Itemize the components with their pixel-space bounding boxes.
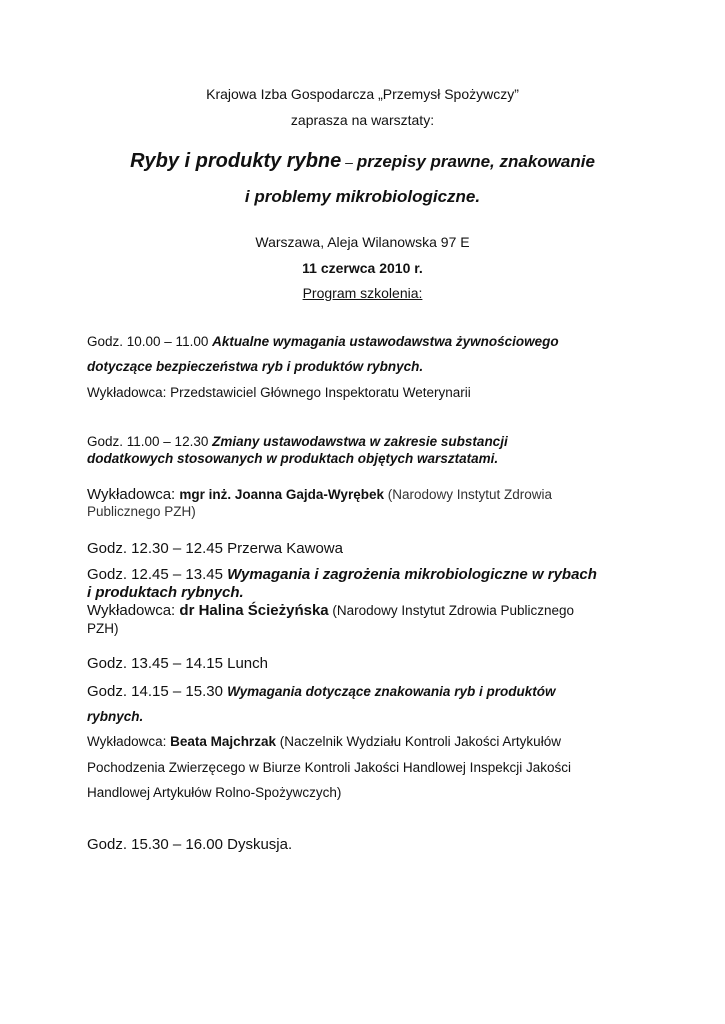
coffee-break: Godz. 12.30 – 12.45 Przerwa Kawowa [87,540,343,557]
session-3-time: Godz. 12.45 – 13.45 [87,566,228,583]
session-2-line1 [87,434,508,449]
title-part2: przepisy prawne, znakowanie [356,152,595,171]
workshop-title [0,150,725,173]
session-4-speaker-line2: Pochodzenia Zwierzęcego w Biurze Kontroli Jakości Handlowej Inspekcji Jakości [87,760,571,775]
session-3-title: Wymagania i zagrożenia mikrobiologiczne w rybach [227,566,597,583]
title-part1: Ryby i produkty rybne [130,150,342,172]
speaker-description: (Narodowy Instytut Zdrowia Publicznego [328,603,575,618]
discussion: Godz. 15.30 – 16.00 Dyskusja. [87,836,293,853]
session-1-title: Aktualne wymagania ustawodawstwa żywnościowego [212,334,559,349]
session-1-line1 [87,334,559,349]
event-date: 11 czerwca 2010 r. [302,260,423,276]
program-label: Program szkolenia: [302,285,423,301]
speaker-name: dr Halina Ścieżyńska [179,602,329,619]
session-2-title: Zmiany ustawodawstwa w zakresie substancji [212,434,508,449]
speaker-description: (Narodowy Instytut Zdrowia [383,487,553,502]
lunch: Godz. 13.45 – 14.15 Lunch [87,655,268,672]
session-2-time: Godz. 11.00 – 12.30 [87,434,213,449]
workshop-title-line2: i problemy mikrobiologiczne. [244,187,481,206]
session-4-title: Wymagania dotyczące znakowania ryb i produktów [227,684,556,699]
session-1-time: Godz. 10.00 – 11.00 [87,334,213,349]
session-2-speaker [87,486,552,504]
session-2-speaker-line2: Publicznego PZH) [87,504,196,519]
speaker-description: (Naczelnik Wydziału Kontroli Jakości Artykułów [275,734,561,749]
session-3-title-line2: i produktach rybnych. [87,584,244,601]
speaker-name: Beata Majchrzak [170,734,276,749]
speaker-name: mgr inż. Joanna Gajda-Wyrębek [179,487,384,502]
session-4-speaker-line3: Handlowej Artykułów Rolno-Spożywczych) [87,785,342,800]
speaker-description: Przedstawiciel Głównego Inspektoratu Weterynarii [170,385,471,400]
session-3-speaker [87,602,574,620]
session-4-time: Godz. 14.15 – 15.30 [87,683,228,700]
speaker-prefix: Wykładowca: [87,486,180,503]
session-4-line1 [87,683,555,701]
session-2-title-line2: dodatkowych stosowanych w produktach objętych warsztatami. [87,451,499,466]
session-4-speaker [87,734,561,749]
speaker-prefix: Wykładowca: [87,602,180,619]
invite-line: zaprasza na warsztaty: [290,112,435,128]
event-location: Warszawa, Aleja Wilanowska 97 E [255,234,470,250]
speaker-prefix: Wykładowca: [87,385,171,400]
session-3-speaker-line2: PZH) [87,621,119,636]
title-dash: – [341,154,357,170]
session-1-title-line2: dotyczące bezpieczeństwa ryb i produktów rybnych. [87,359,424,374]
speaker-prefix: Wykładowca: [87,734,171,749]
session-3-line1 [87,566,597,583]
session-4-title-line2: rybnych. [87,709,144,724]
session-1-speaker [87,385,471,400]
organizer-line: Krajowa Izba Gospodarcza „Przemysł Spożywczy” [206,86,519,102]
